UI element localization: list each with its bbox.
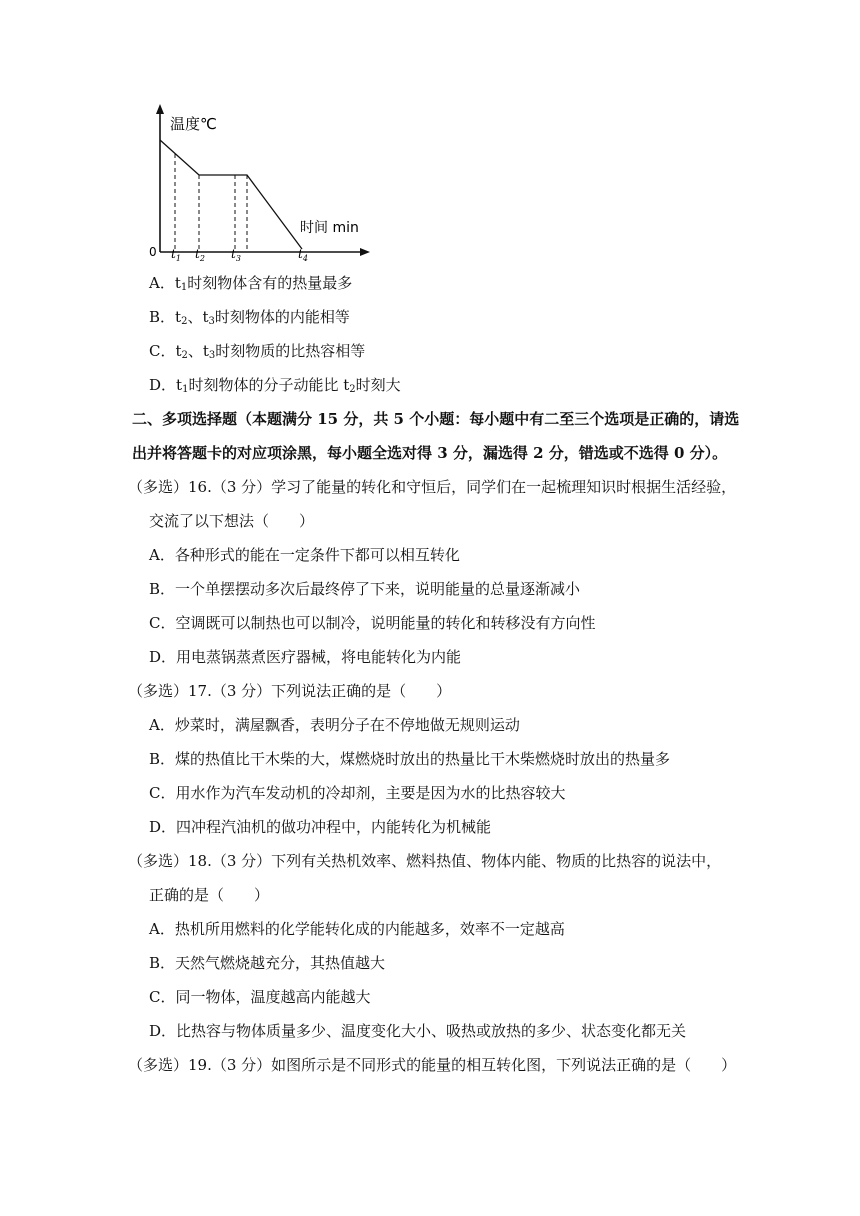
q17-option-c: C．用水作为汽车发动机的冷却剂，主要是因为水的比热容较大	[149, 784, 566, 802]
section-heading-line1: 二、多项选择题（本题满分 15 分，共 5 个小题：每小题中有二至三个选项是正确的，请选	[132, 410, 740, 428]
q15-option-b: B．$t_2$、$t_3$时刻物体的内能相等	[149, 308, 350, 327]
t3-label: $t_3$	[231, 247, 241, 263]
section-heading-line2: 出并将答题卡的对应项涂黑，每小题全选对得 3 分，漏选得 2 分，错选或不选得 0 分）。	[132, 444, 728, 462]
x-axis-label: 时间 min	[300, 220, 359, 236]
q18-stem-line1: （多选）18.（3 分）下列有关热机效率、燃料热值、物体内能、物质的比热容的说法中，	[128, 852, 722, 870]
q17-option-d: D．四冲程汽油机的做功冲程中，内能转化为机械能	[149, 818, 492, 836]
q18-option-d: D．比热容与物体质量多少、温度变化大小、吸热或放热的多少、状态变化都无关	[149, 1022, 687, 1040]
q15-option-a: A．$t_1$时刻物体含有的热量最多	[149, 274, 353, 293]
q16-option-a: A．各种形式的能在一定条件下都可以相互转化	[149, 546, 460, 564]
q18-option-b: B．天然气燃烧越充分，其热值越大	[149, 954, 386, 972]
q17-option-a: A．炒菜时，满屋飘香，表明分子在不停地做无规则运动	[149, 716, 520, 734]
q18-option-a: A．热机所用燃料的化学能转化成的内能越多，效率不一定越高	[149, 920, 565, 938]
q15-option-c: C．$t_2$、$t_3$时刻物质的比热容相等	[149, 342, 366, 361]
q15-option-d: D．$t_1$时刻物体的分子动能比 $t_2$时刻大	[149, 376, 401, 395]
t4-label: $t_4$	[298, 247, 308, 263]
q17-stem: （多选）17.（3 分）下列说法正确的是（ ）	[128, 682, 452, 700]
q16-stem-line1: （多选）16.（3 分）学习了能量的转化和守恒后，同学们在一起梳理知识时根据生活经验，	[128, 478, 737, 496]
t1-label: $t_1$	[171, 247, 181, 263]
y-axis-label: 温度℃	[170, 115, 217, 133]
q17-option-b: B．煤的热值比干木柴的大，煤燃烧时放出的热量比干木柴燃烧时放出的热量多	[149, 750, 671, 768]
q18-stem-line2: 正确的是（ ）	[149, 886, 270, 904]
q16-option-d: D．用电蒸锅蒸煮医疗器械，将电能转化为内能	[149, 648, 462, 666]
x-axis-arrow	[360, 248, 370, 256]
q16-option-c: C．空调既可以制热也可以制冷，说明能量的转化和转移没有方向性	[149, 614, 596, 632]
q16-option-b: B．一个单摆摆动多次后最终停了下来，说明能量的总量逐渐减小	[149, 580, 581, 598]
q19-stem: （多选）19.（3 分）如图所示是不同形式的能量的相互转化图，下列说法正确的是（ ）	[128, 1056, 737, 1074]
temperature-curve	[160, 140, 302, 249]
q18-option-c: C．同一物体，温度越高内能越大	[149, 988, 371, 1006]
t2-label: $t_2$	[195, 247, 205, 263]
origin-label: 0	[149, 245, 157, 259]
temperature-time-graph	[140, 96, 380, 266]
q16-stem-line2: 交流了以下想法（ ）	[149, 512, 315, 530]
y-axis-arrow	[156, 104, 164, 114]
